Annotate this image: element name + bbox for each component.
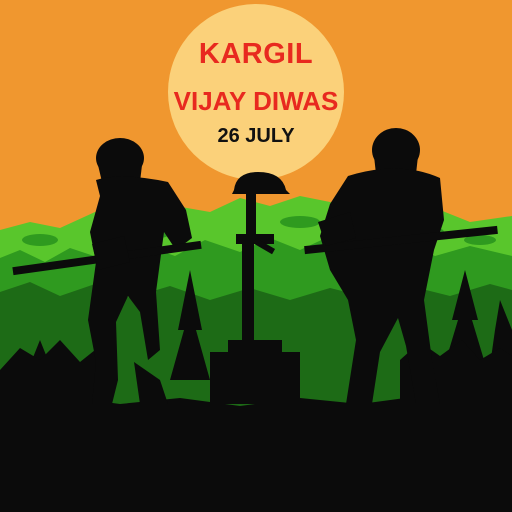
memorial-base-step <box>228 340 282 354</box>
title-vijay-diwas: VIJAY DIWAS <box>173 86 339 116</box>
ground-foreground <box>0 396 512 512</box>
memorial-rifle-barrel <box>242 244 254 340</box>
title-date: 26 JULY <box>217 125 295 147</box>
memorial-rifle-stock <box>246 194 256 240</box>
title-kargil: KARGIL <box>198 38 314 70</box>
memorial-pedestal <box>210 352 300 404</box>
